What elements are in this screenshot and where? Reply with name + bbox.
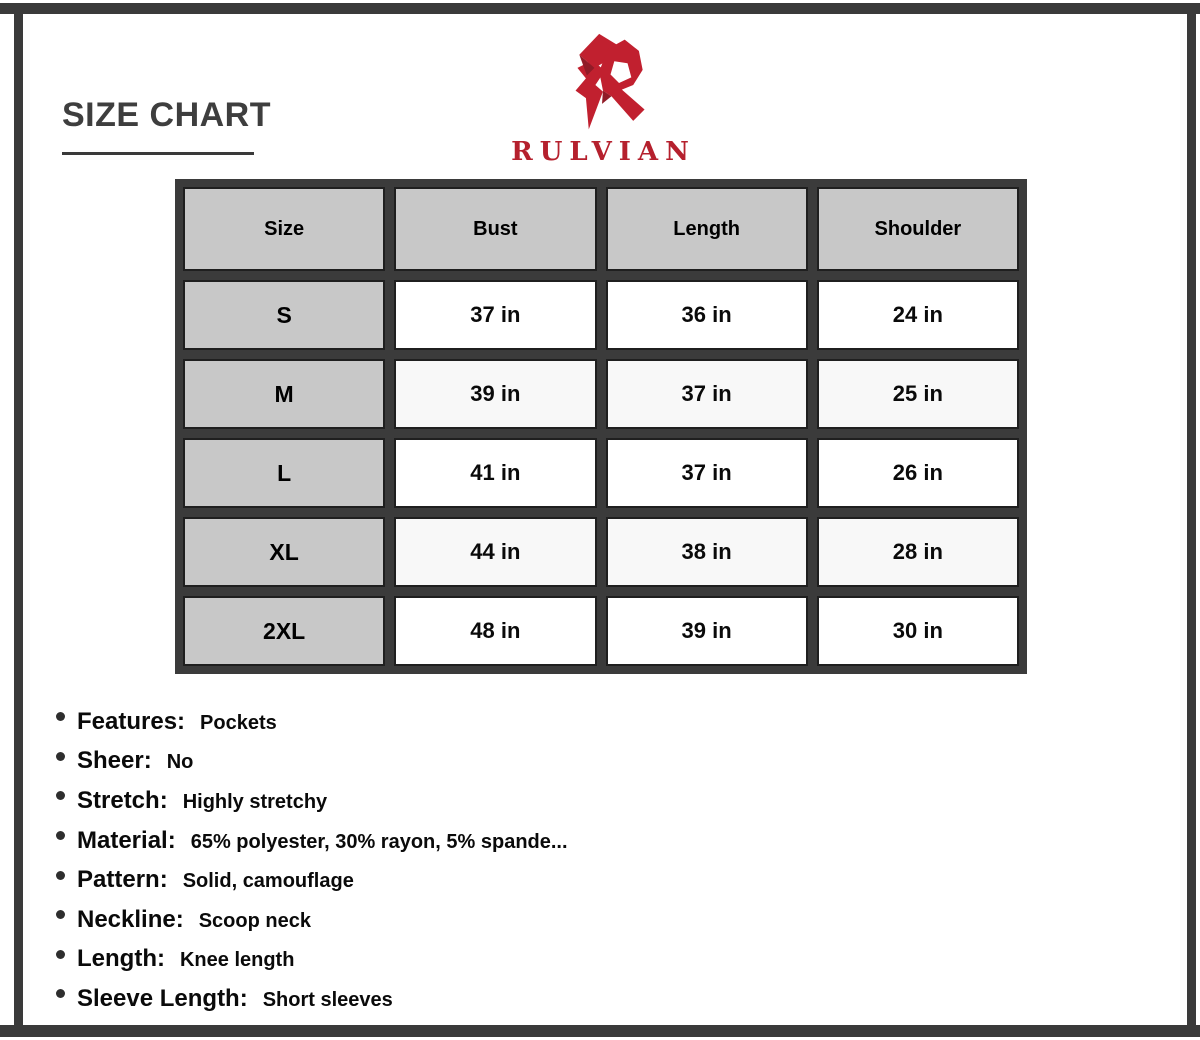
cell-s-bust: 37 in	[394, 280, 596, 350]
row-label-xl: XL	[183, 517, 385, 587]
column-header-shoulder: Shoulder	[817, 187, 1019, 271]
cell-s-shoulder: 24 in	[817, 280, 1019, 350]
title-underline	[62, 152, 254, 155]
frame-bottom-bar	[0, 1025, 1200, 1037]
cell-l-shoulder: 26 in	[817, 438, 1019, 508]
detail-value: 65% polyester, 30% rayon, 5% spande...	[190, 830, 568, 853]
cell-2xl-length: 39 in	[606, 596, 808, 666]
detail-value: Solid, camouflage	[182, 870, 354, 893]
cell-l-bust: 41 in	[394, 438, 596, 508]
detail-value: Pockets	[200, 711, 277, 734]
rulvian-logo-icon	[550, 32, 650, 136]
bullet-icon	[56, 989, 65, 998]
detail-item-sheer	[56, 742, 1146, 782]
cell-xl-shoulder: 28 in	[817, 517, 1019, 587]
bullet-icon	[56, 712, 65, 721]
detail-label: Features:	[77, 707, 186, 735]
detail-item-features	[56, 702, 1146, 742]
row-label-s: S	[183, 280, 385, 350]
title-block	[62, 96, 271, 155]
bullet-icon	[56, 910, 65, 919]
row-label-m: M	[183, 359, 385, 429]
detail-item-neckline	[56, 900, 1146, 940]
cell-2xl-bust: 48 in	[394, 596, 596, 666]
brand-logo	[504, 32, 696, 167]
detail-item-sleeve-length	[56, 979, 1146, 1019]
detail-item-material	[56, 821, 1146, 861]
cell-xl-length: 38 in	[606, 517, 808, 587]
bullet-icon	[56, 950, 65, 959]
size-chart-table	[175, 179, 1027, 674]
frame-right-bar	[1187, 12, 1196, 1025]
product-details-list	[56, 702, 1146, 1019]
cell-m-length: 37 in	[606, 359, 808, 429]
detail-item-pattern	[56, 860, 1146, 900]
cell-m-bust: 39 in	[394, 359, 596, 429]
cell-l-length: 37 in	[606, 438, 808, 508]
detail-label: Pattern:	[77, 866, 168, 894]
detail-label: Sheer:	[77, 747, 152, 775]
bullet-icon	[56, 831, 65, 840]
column-header-bust: Bust	[394, 187, 596, 271]
cell-s-length: 36 in	[606, 280, 808, 350]
detail-label: Sleeve Length:	[77, 984, 248, 1012]
row-label-2xl: 2XL	[183, 596, 385, 666]
bullet-icon	[56, 791, 65, 800]
detail-value: Short sleeves	[262, 988, 393, 1011]
detail-label: Length:	[77, 945, 165, 973]
detail-value: Scoop neck	[198, 909, 311, 932]
column-header-length: Length	[606, 187, 808, 271]
detail-value: Knee length	[179, 949, 295, 972]
frame-left-bar	[14, 12, 23, 1026]
detail-value: No	[166, 751, 194, 774]
cell-m-shoulder: 25 in	[817, 359, 1019, 429]
detail-label: Material:	[77, 826, 176, 854]
bullet-icon	[56, 752, 65, 761]
detail-label: Neckline:	[77, 905, 184, 933]
bullet-icon	[56, 871, 65, 880]
cell-xl-bust: 44 in	[394, 517, 596, 587]
column-header-size: Size	[183, 187, 385, 271]
detail-item-length	[56, 940, 1146, 980]
detail-item-stretch	[56, 781, 1146, 821]
frame-top-bar	[0, 3, 1200, 14]
page-title: SIZE CHART	[62, 96, 271, 134]
detail-value: Highly stretchy	[182, 790, 328, 813]
brand-name: RULVIAN	[511, 137, 696, 167]
cell-2xl-shoulder: 30 in	[817, 596, 1019, 666]
detail-label: Stretch:	[77, 786, 168, 814]
row-label-l: L	[183, 438, 385, 508]
